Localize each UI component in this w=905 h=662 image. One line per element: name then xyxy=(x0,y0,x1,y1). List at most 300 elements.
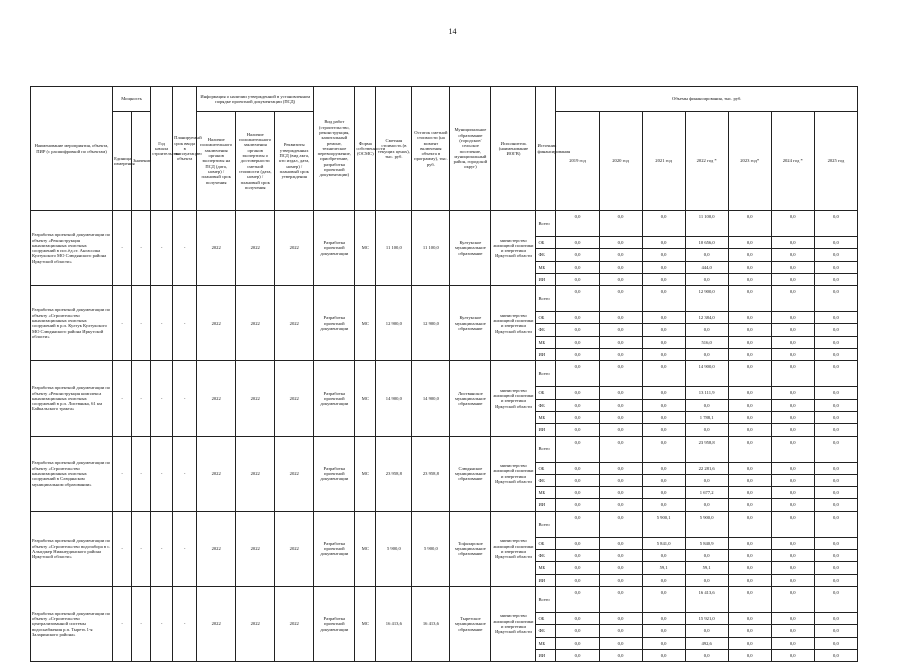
funding-amount: 0,0 xyxy=(771,261,814,273)
funding-amount: 0,0 xyxy=(599,574,642,586)
funding-amount: 0,0 xyxy=(642,249,685,261)
pcd-approval: 2022 xyxy=(275,211,314,286)
funding-amount: 0,0 xyxy=(728,336,771,348)
funding-amount: 0,0 xyxy=(599,286,642,312)
year-plan: - xyxy=(173,361,197,436)
funding-amount: 0,0 xyxy=(814,462,857,474)
project-name: Разработка проектной документации по объекту «Реконструкция комплекса канализационных очистных сооружений в р.п. Листвянка, 61 км Байкальского тракта» xyxy=(31,361,113,436)
remaining-cost: 5 900,0 xyxy=(412,511,450,586)
header-source: Источник финансирования xyxy=(536,87,556,211)
funding-amount: 0,0 xyxy=(771,436,814,462)
funding-source: ФБ xyxy=(536,324,556,336)
funding-amount: 0,0 xyxy=(556,574,599,586)
funding-amount: 0,0 xyxy=(642,550,685,562)
funding-amount: 0,0 xyxy=(814,511,857,537)
funding-amount: 0,0 xyxy=(599,336,642,348)
funding-amount: 0,0 xyxy=(556,637,599,649)
funding-amount: 0,0 xyxy=(556,387,599,399)
funding-source: ФБ xyxy=(536,550,556,562)
funding-amount: 0,0 xyxy=(599,324,642,336)
year-start: - xyxy=(151,361,173,436)
remaining-cost: 23 958,8 xyxy=(412,436,450,511)
funding-source: МБ xyxy=(536,261,556,273)
funding-amount: 0,0 xyxy=(771,637,814,649)
capacity-value: - xyxy=(132,286,151,361)
funding-amount: 0,0 xyxy=(814,387,857,399)
funding-amount: 0,0 xyxy=(814,361,857,387)
funding-amount: 0,0 xyxy=(642,411,685,423)
pcd-presence: 2022 xyxy=(197,211,236,286)
estimated-cost: 5 900,0 xyxy=(376,511,412,586)
header-municipality: Муниципальное образование (городское/сельское поселение, муниципальный район, городской округ) xyxy=(450,87,491,211)
pcd-cost: 2022 xyxy=(236,436,275,511)
municipality: Слюдянское муниципальное образование xyxy=(450,436,491,511)
funding-amount: 0,0 xyxy=(814,637,857,649)
funding-amount: 0,0 xyxy=(685,399,728,411)
funding-amount: 0,0 xyxy=(728,349,771,361)
funding-amount: 0,0 xyxy=(728,286,771,312)
funding-amount: 0,0 xyxy=(728,649,771,661)
funding-amount: 0,0 xyxy=(599,249,642,261)
pcd-cost: 2022 xyxy=(236,211,275,286)
table-row xyxy=(31,211,858,237)
pcd-approval: 2022 xyxy=(275,586,314,661)
funding-amount: 0,0 xyxy=(556,612,599,624)
ownership: МС xyxy=(355,436,376,511)
funding-amount: 0,0 xyxy=(814,261,857,273)
header-year-2022: 2022 год * xyxy=(685,112,728,211)
funding-amount: 0,0 xyxy=(771,324,814,336)
capacity-unit: - xyxy=(113,511,132,586)
funding-amount: 0,0 xyxy=(685,249,728,261)
remaining-cost: 14 900,0 xyxy=(412,361,450,436)
funding-amount: 0,0 xyxy=(771,574,814,586)
funding-source: Всего xyxy=(536,286,556,312)
ownership: МС xyxy=(355,211,376,286)
funding-amount: 0,0 xyxy=(642,612,685,624)
funding-amount: 0,0 xyxy=(814,487,857,499)
funding-amount: 0,0 xyxy=(685,474,728,486)
funding-amount: 0,0 xyxy=(556,474,599,486)
funding-amount: 0,0 xyxy=(599,462,642,474)
funding-amount: 0,0 xyxy=(814,625,857,637)
funding-amount: 0,0 xyxy=(599,474,642,486)
header-pcd-approval: Реквизиты утвержденных ПСД (вид акта, кто издал, дата, номер) / плановый срок утверждения xyxy=(275,112,314,211)
funding-amount: 0,0 xyxy=(771,336,814,348)
capacity-unit: - xyxy=(113,586,132,661)
funding-amount: 0,0 xyxy=(771,411,814,423)
funding-amount: 0,0 xyxy=(685,324,728,336)
funding-amount: 0,0 xyxy=(814,499,857,511)
funding-amount: 0,0 xyxy=(728,574,771,586)
funding-amount: 0,0 xyxy=(599,349,642,361)
header-year-2021: 2021 год xyxy=(642,112,685,211)
table-row xyxy=(31,286,858,312)
funding-amount: 0,0 xyxy=(599,649,642,661)
funding-amount: 15 921,0 xyxy=(685,612,728,624)
year-start: - xyxy=(151,211,173,286)
funding-amount: 0,0 xyxy=(814,312,857,324)
funding-amount: 0,0 xyxy=(728,499,771,511)
ownership: МС xyxy=(355,511,376,586)
funding-amount: 0,0 xyxy=(556,537,599,549)
header-funding: Объемы финансирования, тыс. руб. xyxy=(556,87,858,112)
table-row xyxy=(31,436,858,462)
funding-amount: 0,0 xyxy=(814,336,857,348)
year-plan: - xyxy=(173,286,197,361)
funding-source: Всего xyxy=(536,361,556,387)
funding-amount: 0,0 xyxy=(599,625,642,637)
funding-source: ОБ xyxy=(536,237,556,249)
funding-amount: 0,0 xyxy=(728,462,771,474)
pcd-cost: 2022 xyxy=(236,286,275,361)
funding-amount: 0,0 xyxy=(642,499,685,511)
header-ownership: Форма собственности (ОСМС) xyxy=(355,87,376,211)
capacity-value: - xyxy=(132,211,151,286)
funding-source: Всего xyxy=(536,211,556,237)
funding-amount: 516,0 xyxy=(685,336,728,348)
year-plan: - xyxy=(173,586,197,661)
executor: министерство жилищной политики и энергетики Иркутской области xyxy=(491,511,536,586)
funding-amount: 11 100,0 xyxy=(685,211,728,237)
capacity-value: - xyxy=(132,436,151,511)
funding-amount: 0,0 xyxy=(642,237,685,249)
municipality: Култукское муниципальное образование xyxy=(450,211,491,286)
pcd-presence: 2022 xyxy=(197,511,236,586)
header-pcd-cost: Наличие положительного заключения органов экспертизы о достоверности сметной стоимости (дата, номер) / плановый срок получения xyxy=(236,112,275,211)
funding-amount: 0,0 xyxy=(685,574,728,586)
funding-source: ИИ xyxy=(536,649,556,661)
pcd-presence: 2022 xyxy=(197,286,236,361)
funding-source: ФБ xyxy=(536,399,556,411)
project-name: Разработка проектной документации по объекту «Реконструкция канализационных очистных сооружений в пос.ёд.ст. Ангасолка Култукского МО Слюдянского района Иркутской области» xyxy=(31,211,113,286)
funding-amount: 0,0 xyxy=(728,361,771,387)
funding-amount: 0,0 xyxy=(599,637,642,649)
year-start: - xyxy=(151,436,173,511)
funding-amount: 13 111,9 xyxy=(685,387,728,399)
funding-amount: 0,0 xyxy=(599,387,642,399)
funding-amount: 0,0 xyxy=(771,586,814,612)
funding-amount: 0,0 xyxy=(599,586,642,612)
year-plan: - xyxy=(173,211,197,286)
funding-amount: 0,0 xyxy=(728,312,771,324)
project-name: Разработка проектной документации по объекту «Строительство канализационных очистных сооружений в Слюдянском муниципальном образовании» xyxy=(31,436,113,511)
pcd-cost: 2022 xyxy=(236,586,275,661)
funding-amount: 0,0 xyxy=(814,399,857,411)
funding-amount: 0,0 xyxy=(599,537,642,549)
capacity-value: - xyxy=(132,361,151,436)
funding-amount: 0,0 xyxy=(728,399,771,411)
funding-source: Всего xyxy=(536,586,556,612)
funding-source: ИИ xyxy=(536,273,556,285)
funding-amount: 0,0 xyxy=(642,286,685,312)
work-type: Разработка проектной документации xyxy=(314,586,355,661)
funding-amount: 0,0 xyxy=(728,411,771,423)
funding-amount: 444,0 xyxy=(685,261,728,273)
funding-amount: 0,0 xyxy=(642,349,685,361)
pcd-approval: 2022 xyxy=(275,511,314,586)
funding-amount: 0,0 xyxy=(556,487,599,499)
funding-amount: 0,0 xyxy=(556,424,599,436)
header-remain-cost: Остаток сметной стоимости (на момент включения объекта в программу), тыс. руб. xyxy=(412,87,450,211)
funding-amount: 0,0 xyxy=(599,261,642,273)
header-unit: Единица измерения xyxy=(113,112,132,211)
funding-amount: 0,0 xyxy=(728,550,771,562)
capacity-unit: - xyxy=(113,286,132,361)
estimated-cost: 16 413,6 xyxy=(376,586,412,661)
remaining-cost: 12 900,0 xyxy=(412,286,450,361)
work-type: Разработка проектной документации xyxy=(314,511,355,586)
funding-amount: 0,0 xyxy=(599,399,642,411)
funding-amount: 0,0 xyxy=(599,436,642,462)
header-value: Значение xyxy=(132,112,151,211)
funding-amount: 0,0 xyxy=(771,286,814,312)
funding-amount: 0,0 xyxy=(642,649,685,661)
funding-amount: 0,0 xyxy=(771,462,814,474)
ownership: МС xyxy=(355,586,376,661)
funding-amount: 0,0 xyxy=(599,612,642,624)
page-number: 14 xyxy=(448,27,457,36)
funding-amount: 0,0 xyxy=(814,273,857,285)
funding-amount: 0,0 xyxy=(728,537,771,549)
pcd-presence: 2022 xyxy=(197,436,236,511)
funding-amount: 1 788,1 xyxy=(685,411,728,423)
funding-amount: 0,0 xyxy=(814,211,857,237)
pcd-cost: 2022 xyxy=(236,511,275,586)
funding-source: ФБ xyxy=(536,625,556,637)
work-type: Разработка проектной документации xyxy=(314,436,355,511)
funding-amount: 0,0 xyxy=(728,424,771,436)
estimated-cost: 11 100,0 xyxy=(376,211,412,286)
funding-amount: 0,0 xyxy=(728,211,771,237)
funding-source: МБ xyxy=(536,637,556,649)
funding-amount: 0,0 xyxy=(814,324,857,336)
funding-amount: 0,0 xyxy=(599,237,642,249)
funding-amount: 0,0 xyxy=(599,424,642,436)
funding-amount: 0,0 xyxy=(556,273,599,285)
funding-amount: 0,0 xyxy=(642,261,685,273)
ownership: МС xyxy=(355,286,376,361)
funding-amount: 492,6 xyxy=(685,637,728,649)
funding-amount: 0,0 xyxy=(771,625,814,637)
funding-amount: 0,0 xyxy=(556,550,599,562)
pcd-presence: 2022 xyxy=(197,586,236,661)
funding-amount: 0,0 xyxy=(814,649,857,661)
funding-amount: 0,0 xyxy=(642,336,685,348)
funding-amount: 0,0 xyxy=(771,361,814,387)
funding-source: Всего xyxy=(536,511,556,537)
funding-source: ОБ xyxy=(536,312,556,324)
funding-amount: 0,0 xyxy=(556,249,599,261)
funding-amount: 0,0 xyxy=(771,249,814,261)
header-year-start: Год начала строительства xyxy=(151,87,173,211)
funding-amount: 0,0 xyxy=(599,273,642,285)
funding-amount: 0,0 xyxy=(814,249,857,261)
funding-amount: 0,0 xyxy=(642,211,685,237)
funding-amount: 0,0 xyxy=(556,562,599,574)
funding-amount: 0,0 xyxy=(685,349,728,361)
funding-amount: 0,0 xyxy=(728,249,771,261)
funding-amount: 0,0 xyxy=(685,649,728,661)
funding-amount: 0,0 xyxy=(685,499,728,511)
funding-source: ИИ xyxy=(536,349,556,361)
header-year-2024: 2024 год * xyxy=(771,112,814,211)
funding-source: ФБ xyxy=(536,474,556,486)
funding-source: ОБ xyxy=(536,612,556,624)
funding-amount: 59,1 xyxy=(685,562,728,574)
funding-amount: 0,0 xyxy=(814,562,857,574)
funding-source: МБ xyxy=(536,336,556,348)
project-name: Разработка проектной документации по объекту «Строительство водозабора в с. Алыгджер Нижнеудинского района Иркутской области» xyxy=(31,511,113,586)
pcd-approval: 2022 xyxy=(275,361,314,436)
year-start: - xyxy=(151,511,173,586)
funding-amount: 22 281,6 xyxy=(685,462,728,474)
header-pcd-presence: Наличие положительного заключения органов экспертизы на ПСД (дата, номер) / плановый срок получения xyxy=(197,112,236,211)
funding-amount: 0,0 xyxy=(771,537,814,549)
project-name: Разработка проектной документации по объекту «Строительство централизованной системы водоснабжения р.п. Тыреть 1-я Заларинского района» xyxy=(31,586,113,661)
funding-amount: 0,0 xyxy=(728,612,771,624)
funding-amount: 0,0 xyxy=(771,399,814,411)
funding-amount: 23 958,8 xyxy=(685,436,728,462)
funding-amount: 0,0 xyxy=(599,499,642,511)
funding-amount: 0,0 xyxy=(814,349,857,361)
funding-source: ОБ xyxy=(536,462,556,474)
funding-amount: 0,0 xyxy=(728,436,771,462)
funding-amount: 0,0 xyxy=(771,474,814,486)
funding-amount: 0,0 xyxy=(556,336,599,348)
funding-amount: 0,0 xyxy=(599,550,642,562)
year-plan: - xyxy=(173,511,197,586)
funding-amount: 0,0 xyxy=(599,312,642,324)
header-year-2023: 2023 год* xyxy=(728,112,771,211)
funding-amount: 0,0 xyxy=(728,511,771,537)
funding-amount: 0,0 xyxy=(814,474,857,486)
funding-amount: 0,0 xyxy=(642,387,685,399)
funding-amount: 0,0 xyxy=(556,237,599,249)
remaining-cost: 16 413,6 xyxy=(412,586,450,661)
header-row-1 xyxy=(31,87,858,112)
funding-amount: 0,0 xyxy=(814,411,857,423)
funding-source: МБ xyxy=(536,562,556,574)
funding-amount: 0,0 xyxy=(642,324,685,336)
funding-amount: 0,0 xyxy=(599,487,642,499)
funding-amount: 0,0 xyxy=(728,586,771,612)
funding-source: МБ xyxy=(536,411,556,423)
funding-amount: 0,0 xyxy=(771,211,814,237)
table-body xyxy=(31,211,858,662)
funding-amount: 0,0 xyxy=(814,537,857,549)
funding-amount: 12 384,0 xyxy=(685,312,728,324)
header-pcd-info: Информация о наличии утвержденной в установленном порядке проектной документации (ПСД) xyxy=(197,87,314,112)
funding-amount: 59,1 xyxy=(642,562,685,574)
pcd-approval: 2022 xyxy=(275,436,314,511)
funding-amount: 0,0 xyxy=(814,612,857,624)
funding-amount: 12 900,0 xyxy=(685,286,728,312)
funding-amount: 16 413,6 xyxy=(685,586,728,612)
funding-source: ФБ xyxy=(536,249,556,261)
funding-source: ИИ xyxy=(536,574,556,586)
funding-amount: 1 677,2 xyxy=(685,487,728,499)
header-year-plan: Планируемый срок ввода в эксплуатацию объекта xyxy=(173,87,197,211)
funding-amount: 0,0 xyxy=(556,625,599,637)
project-name: Разработка проектной документации по объекту «Строительство канализационных очистных сооружений в р.п. Култук Култукского МО Слюдянского района Иркутской области» xyxy=(31,286,113,361)
funding-amount: 0,0 xyxy=(556,411,599,423)
funding-amount: 0,0 xyxy=(728,562,771,574)
funding-amount: 0,0 xyxy=(642,399,685,411)
executor: министерство жилищной политики и энергетики Иркутской области xyxy=(491,211,536,286)
executor: министерство жилищной политики и энергетики Иркутской области xyxy=(491,286,536,361)
header-work-type: Вид работ (строительство, реконструкция, капитальный ремонт, техническое перевооружение, приобретение, разработка проектной документации) xyxy=(314,87,355,211)
funding-amount: 0,0 xyxy=(814,550,857,562)
funding-amount: 0,0 xyxy=(771,511,814,537)
funding-amount: 0,0 xyxy=(556,286,599,312)
funding-amount: 0,0 xyxy=(685,625,728,637)
funding-amount: 0,0 xyxy=(728,625,771,637)
funding-amount: 0,0 xyxy=(771,349,814,361)
funding-amount: 0,0 xyxy=(642,361,685,387)
header-est-cost: Сметная стоимость (в текущих ценах), тыс. руб. xyxy=(376,87,412,211)
funding-amount: 0,0 xyxy=(771,424,814,436)
municipality: Култукское муниципальное образование xyxy=(450,286,491,361)
estimated-cost: 14 900,0 xyxy=(376,361,412,436)
funding-amount: 0,0 xyxy=(642,574,685,586)
funding-amount: 0,0 xyxy=(642,424,685,436)
table-row xyxy=(31,361,858,387)
header-capacity: Мощность xyxy=(113,87,151,112)
funding-amount: 0,0 xyxy=(642,436,685,462)
funding-amount: 0,0 xyxy=(556,586,599,612)
funding-amount: 0,0 xyxy=(771,612,814,624)
funding-amount: 0,0 xyxy=(599,411,642,423)
funding-amount: 0,0 xyxy=(728,474,771,486)
capacity-unit: - xyxy=(113,211,132,286)
funding-amount: 0,0 xyxy=(556,499,599,511)
funding-amount: 0,0 xyxy=(771,550,814,562)
funding-amount: 0,0 xyxy=(556,462,599,474)
funding-source: ОБ xyxy=(536,537,556,549)
year-plan: - xyxy=(173,436,197,511)
year-start: - xyxy=(151,586,173,661)
header-year-2020: 2020 год xyxy=(599,112,642,211)
header-year-2019: 2019 год xyxy=(556,112,599,211)
funding-amount: 0,0 xyxy=(728,387,771,399)
funding-amount: 0,0 xyxy=(556,349,599,361)
funding-source: ОБ xyxy=(536,387,556,399)
funding-amount: 0,0 xyxy=(771,237,814,249)
work-type: Разработка проектной документации xyxy=(314,286,355,361)
funding-source: ИИ xyxy=(536,499,556,511)
funding-amount: 0,0 xyxy=(814,286,857,312)
pcd-presence: 2022 xyxy=(197,361,236,436)
capacity-unit: - xyxy=(113,436,132,511)
funding-amount: 0,0 xyxy=(685,424,728,436)
funding-amount: 0,0 xyxy=(599,211,642,237)
municipality: Тыретское муниципальное образование xyxy=(450,586,491,661)
funding-amount: 0,0 xyxy=(685,550,728,562)
investment-program-table xyxy=(30,86,858,662)
header-executor: Исполнитель (наименование ИОГВ) xyxy=(491,87,536,211)
executor: министерство жилищной политики и энергетики Иркутской области xyxy=(491,436,536,511)
funding-amount: 0,0 xyxy=(728,273,771,285)
funding-amount: 0,0 xyxy=(728,261,771,273)
executor: министерство жилищной политики и энергетики Иркутской области xyxy=(491,586,536,661)
funding-amount: 0,0 xyxy=(599,562,642,574)
work-type: Разработка проектной документации xyxy=(314,211,355,286)
funding-amount: 0,0 xyxy=(814,574,857,586)
funding-amount: 0,0 xyxy=(771,499,814,511)
funding-amount: 5 840,9 xyxy=(685,537,728,549)
funding-amount: 0,0 xyxy=(599,511,642,537)
